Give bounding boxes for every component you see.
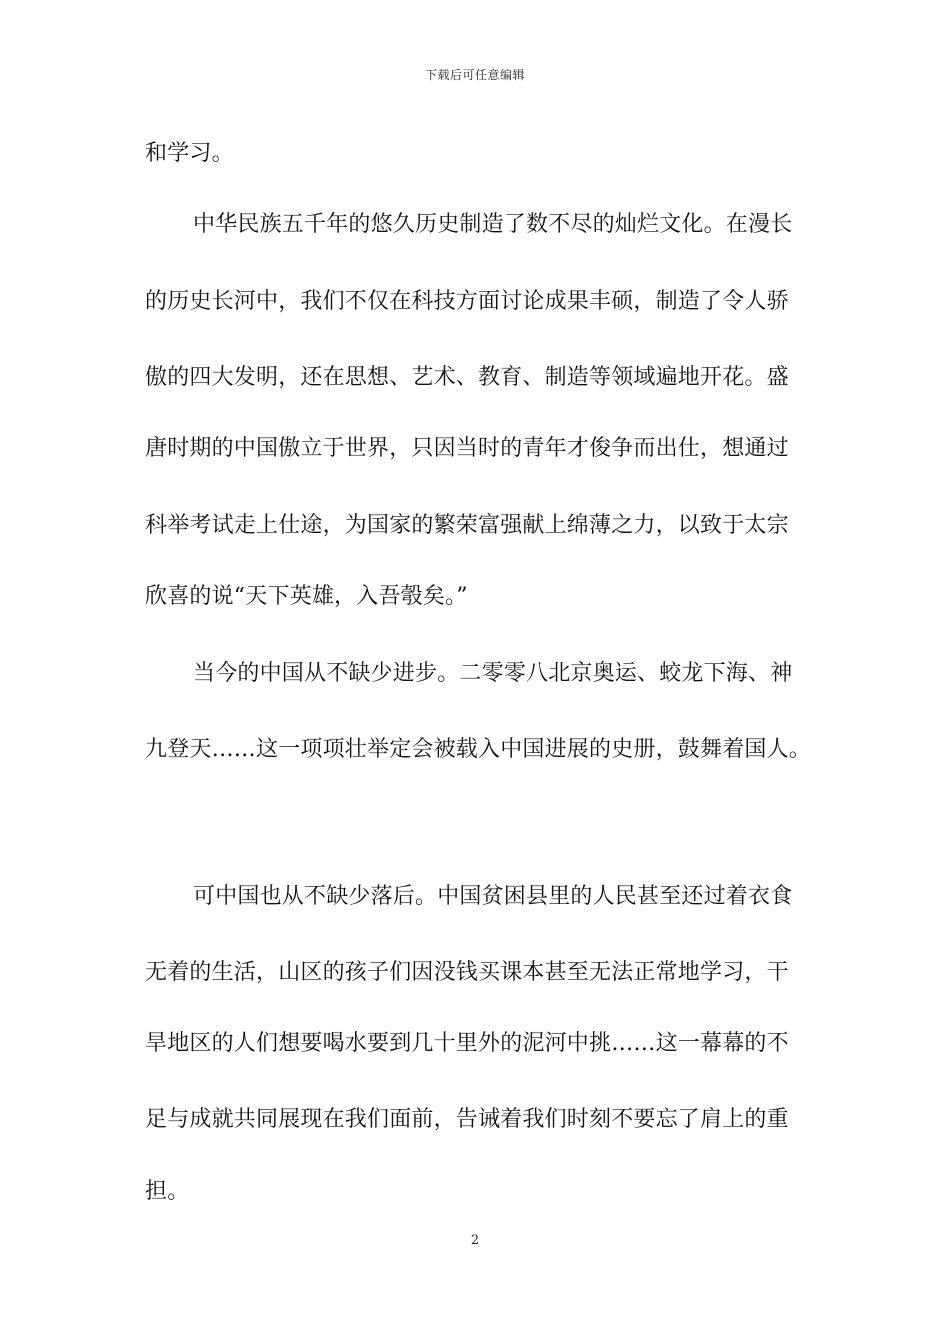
text-line: 旱地区的人们想要喝水要到几十里外的泥河中挑……这一幕幕的不 <box>145 1031 789 1056</box>
page-header: 下载后可任意编辑 <box>424 68 525 82</box>
text-line: 的历史长河中，我们不仅在科技方面讨论成果丰硕，制造了令人骄 <box>145 289 789 314</box>
text-line: 中华民族五千年的悠久历史制造了数不尽的灿烂文化。在漫长 <box>193 212 793 237</box>
text-line: 唐时期的中国傲立于世界，只因当时的青年才俊争而出仕，想通过 <box>145 436 789 461</box>
page-number: 2 <box>470 1233 480 1248</box>
text-line: 可中国也从不缺少落后。中国贫困县里的人民甚至还过着衣食 <box>193 884 793 909</box>
text-line: 九登天……这一项项壮举定会被载入中国进展的史册，鼓舞着国人。 <box>145 737 812 762</box>
text-line: 足与成就共同展现在我们面前，告诫着我们时刻不要忘了肩上的重 <box>145 1107 789 1132</box>
text-line: 傲的四大发明，还在思想、艺术、教育、制造等领域遍地开花。盛 <box>145 365 789 390</box>
text-line: 和学习。 <box>145 141 234 166</box>
text-line: 无着的生活，山区的孩子们因没钱买课本甚至无法正常地学习，干 <box>145 960 789 985</box>
text-line: 科举考试走上仕途，为国家的繁荣富强献上绵薄之力，以致于太宗 <box>145 513 789 538</box>
text-line: 欣喜的说“天下英雄，入吾彀矣。” <box>145 584 468 609</box>
text-line: 担。 <box>145 1179 190 1204</box>
text-line: 当今的中国从不缺少进步。二零零八北京奥运、蛟龙下海、神 <box>193 661 793 686</box>
